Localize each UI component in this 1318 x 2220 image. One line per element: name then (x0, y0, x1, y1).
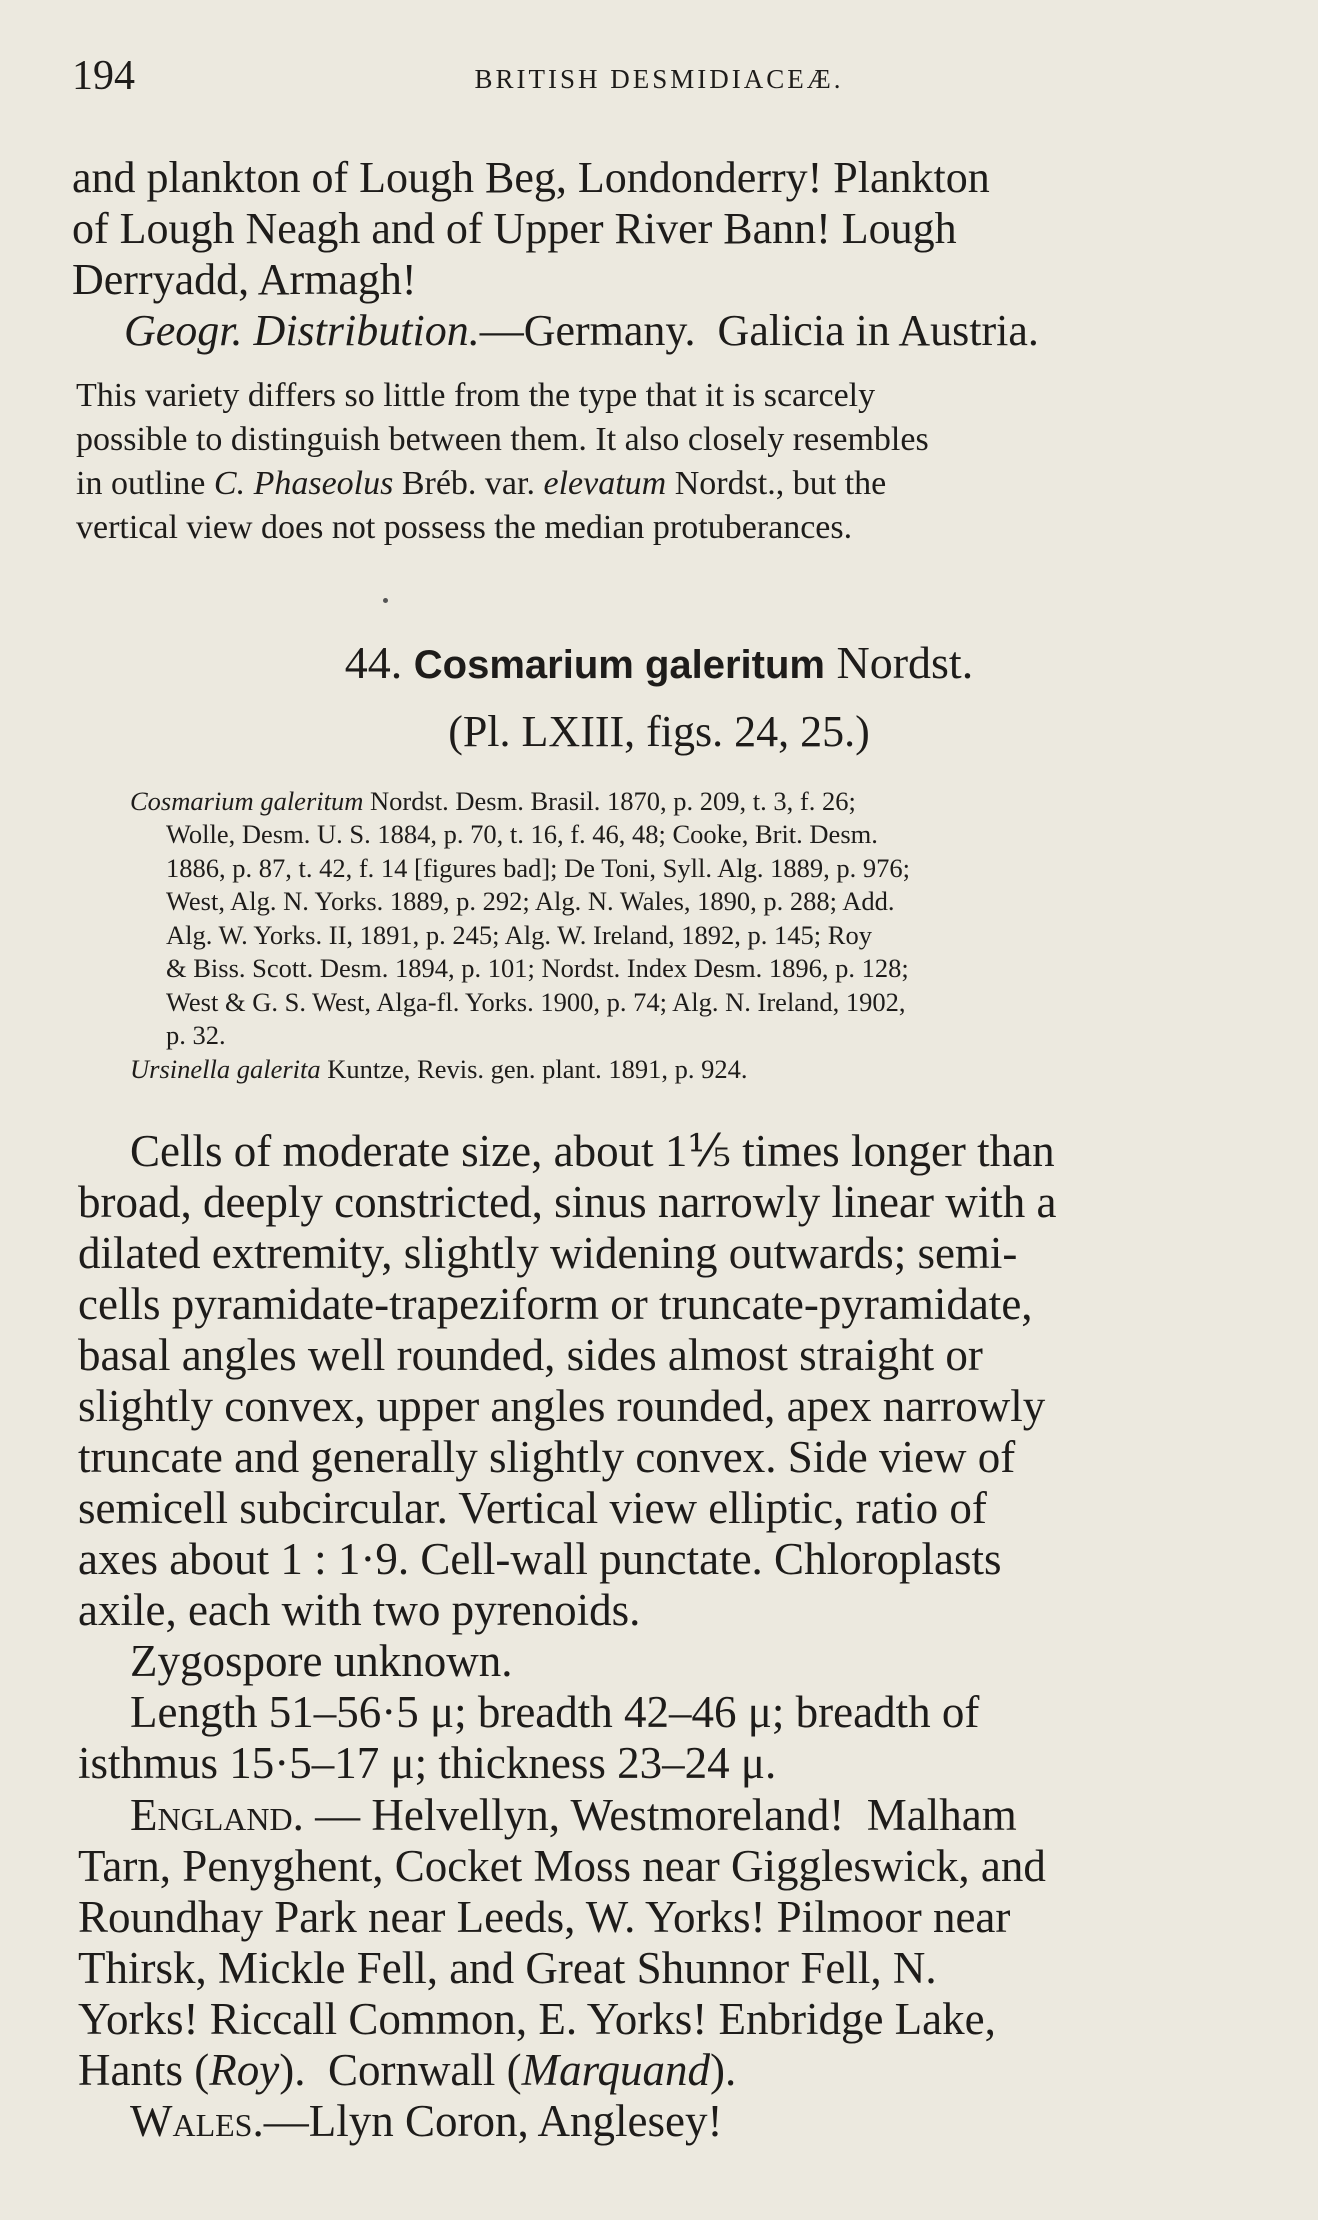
taxon-name: elevatum (543, 465, 667, 502)
england-line: Roundhay Park near Leeds, W. Yorks! Pilmoor near (78, 1892, 1011, 1942)
measurement-line: isthmus 15·5–17 μ; thickness 23–24 μ. (78, 1738, 777, 1788)
description-line: slightly convex, upper angles rounded, apex narrowly (78, 1381, 1046, 1431)
geogr-distribution (124, 305, 1039, 356)
citation-line: West & G. S. West, Alga-fl. Yorks. 1900, p. 74; Alg. N. Ireland, 1902, (166, 987, 906, 1017)
taxon-name: Ursinella galerita (130, 1054, 321, 1084)
species-name: Cosmarium galeritum (413, 643, 825, 687)
measurement-line: Length 51–56·5 μ; breadth 42–46 μ; breadth of (130, 1687, 980, 1737)
england-line: Yorks! Riccall Common, E. Yorks! Enbridge Lake, (78, 1994, 996, 2044)
description-line: Cells of moderate size, about 1⅕ times longer than (130, 1126, 1055, 1176)
wales-line: Wales.—Llyn Coron, Anglesey! (130, 2096, 723, 2146)
england-line: Thirsk, Mickle Fell, and Great Shunnor Fell, N. (78, 1943, 937, 1993)
citation-line: Wolle, Desm. U. S. 1884, p. 70, t. 16, f. 46, 48; Cooke, Brit. Desm. (166, 819, 878, 849)
species-author: Nordst. (824, 637, 974, 688)
citation-line: & Biss. Scott. Desm. 1894, p. 101; Nordst. Index Desm. 1896, p. 128; (166, 953, 909, 983)
citation-line: West, Alg. N. Yorks. 1889, p. 292; Alg. N. Wales, 1890, p. 288; Add. (166, 886, 895, 916)
england-line: Hants (Roy). Cornwall (Marquand). (78, 2045, 737, 2095)
citation-line: p. 32. (166, 1020, 226, 1050)
wales-label: Wales. (130, 2096, 264, 2146)
plate-reference: (Pl. LXIII, figs. 24, 25.) (448, 707, 870, 756)
description-line: semicell subcircular. Vertical view elliptic, ratio of (78, 1483, 987, 1533)
ink-dot (383, 598, 388, 603)
citation-line: Alg. W. Yorks. II, 1891, p. 245; Alg. W. Ireland, 1892, p. 145; Roy (166, 920, 872, 950)
geogr-text: —Germany. Galicia in Austria. (479, 306, 1039, 355)
description-line: cells pyramidate-trapeziform or truncate-pyramidate, (78, 1279, 1033, 1329)
note-line: in outline C. Phaseolus Bréb. var. elevatum Nordst., but the (76, 465, 887, 502)
species-number: 44. (344, 637, 414, 688)
para1-line: Derryadd, Armagh! (72, 255, 417, 304)
description-line: dilated extremity, slightly widening outwards; semi- (78, 1228, 1018, 1278)
running-title: BRITISH DESMIDIACEÆ. (474, 64, 844, 94)
citation-line: Ursinella galerita Kuntze, Revis. gen. plant. 1891, p. 924. (130, 1054, 748, 1084)
description-line: truncate and generally slightly convex. Side view of (78, 1432, 1016, 1482)
para1-line: and plankton of Lough Beg, Londonderry! Plankton (72, 153, 990, 202)
note-line: This variety differs so little from the type that it is scarcely (76, 377, 876, 414)
england-line: England. — Helvellyn, Westmoreland! Malham (130, 1790, 1017, 1840)
description-line: basal angles well rounded, sides almost straight or (78, 1330, 983, 1380)
collector-name: Roy (209, 2045, 280, 2095)
note-line: vertical view does not possess the median protuberances. (76, 509, 853, 546)
england-line: Tarn, Penyghent, Cocket Moss near Giggleswick, and (78, 1841, 1046, 1891)
description-line: broad, deeply constricted, sinus narrowly linear with a (78, 1177, 1057, 1227)
collector-name: Marquand (521, 2045, 710, 2095)
zygospore-note: Zygospore unknown. (130, 1636, 513, 1686)
taxon-name: C. Phaseolus (213, 465, 394, 502)
taxon-name: Cosmarium galeritum (130, 786, 364, 816)
geogr-label: Geogr. Distribution. (124, 306, 480, 355)
citation-line: Cosmarium galeritum Nordst. Desm. Brasil. 1870, p. 209, t. 3, f. 26; (130, 786, 856, 816)
description-line: axile, each with two pyrenoids. (78, 1585, 641, 1635)
note-line: possible to distinguish between them. It also closely resembles (76, 421, 929, 458)
description-line: axes about 1 : 1·9. Cell-wall punctate. Chloroplasts (78, 1534, 1002, 1584)
citation-line: 1886, p. 87, t. 42, f. 14 [figures bad]; De Toni, Syll. Alg. 1889, p. 976; (166, 853, 911, 883)
england-label: England. (130, 1790, 304, 1840)
page-number: 194 (72, 53, 135, 99)
species-heading (0, 636, 1318, 689)
para1-line: of Lough Neagh and of Upper River Bann! Lough (72, 204, 957, 253)
